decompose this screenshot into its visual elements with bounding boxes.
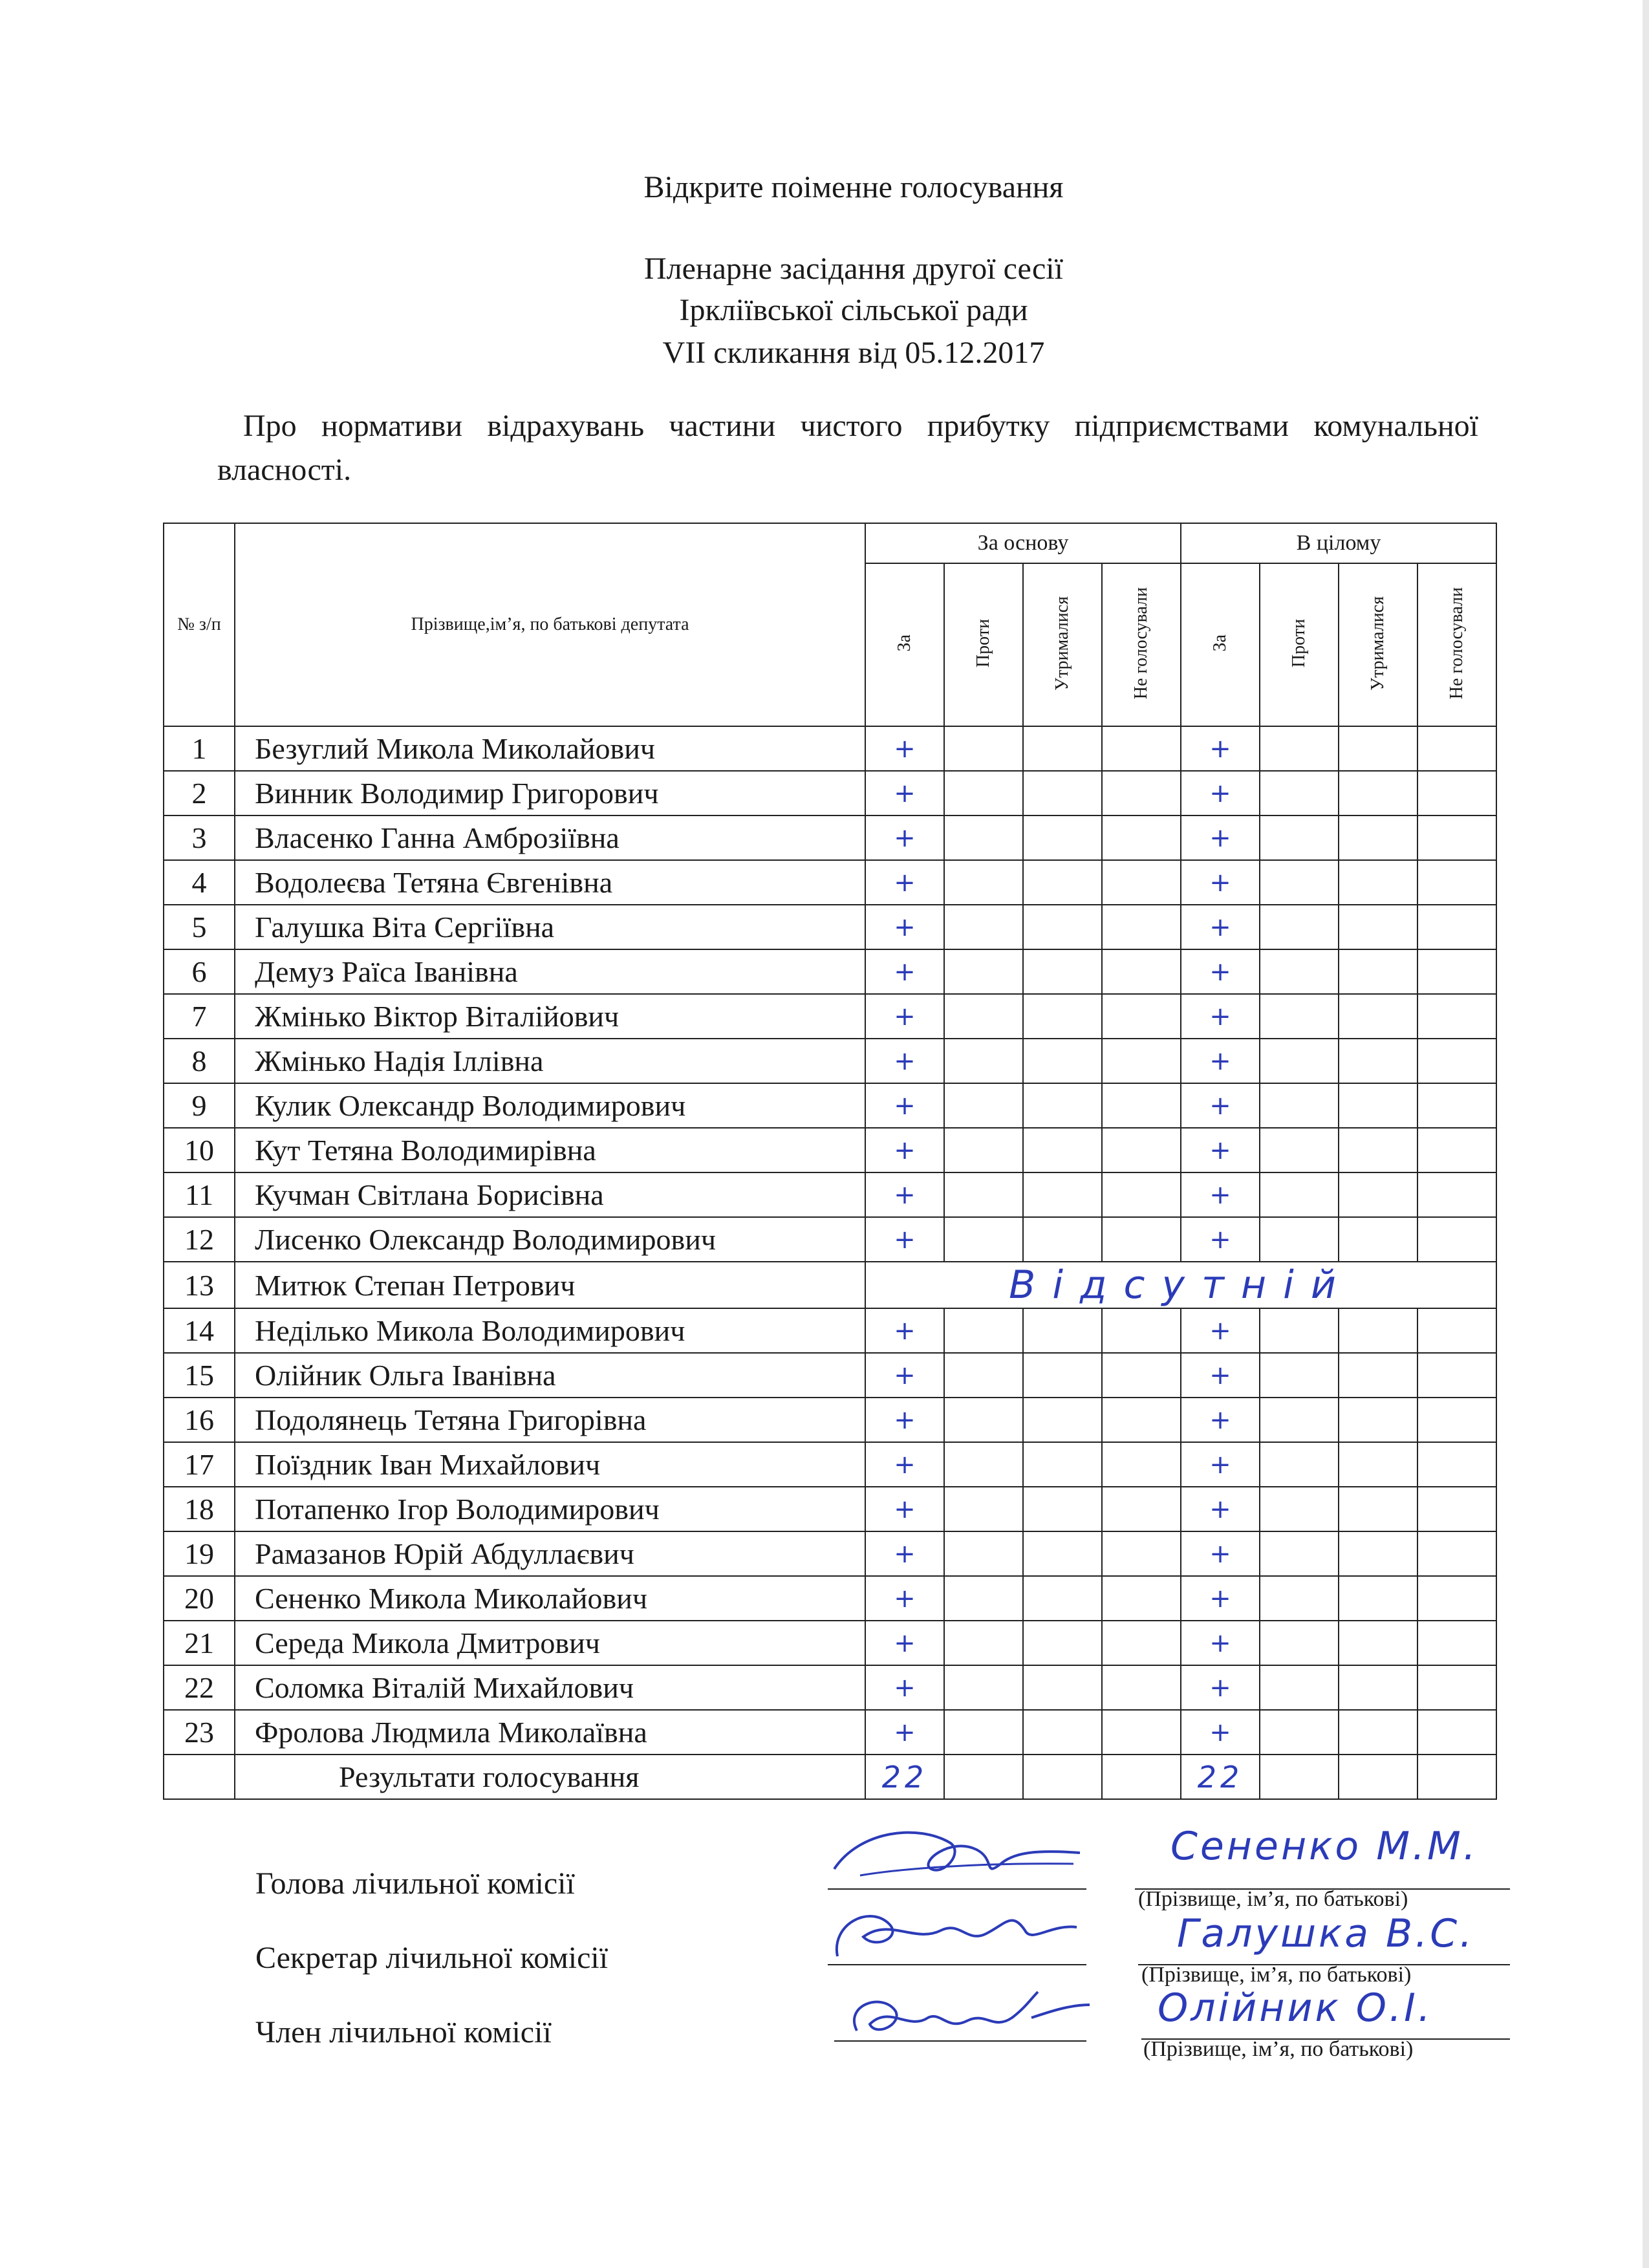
vote-mark-whole: +	[1181, 994, 1260, 1039]
vote-mark-basis: +	[865, 1083, 944, 1128]
header-novote-whole: Не голосували	[1417, 563, 1496, 726]
deputy-name: Водолеєва Тетяна Євгенівна	[235, 860, 865, 905]
vote-cell-empty	[1102, 1039, 1181, 1083]
header-novote-basis: Не голосували	[1102, 563, 1181, 726]
vote-cell-empty	[1339, 1172, 1417, 1217]
vote-table	[163, 523, 1497, 1800]
result-cell	[1417, 1755, 1496, 1799]
vote-cell-empty	[1417, 1531, 1496, 1576]
deputy-name: Власенко Ганна Амброзіївна	[235, 815, 865, 860]
row-number: 13	[164, 1262, 235, 1308]
row-number: 9	[164, 1083, 235, 1128]
row-number: 12	[164, 1217, 235, 1262]
vote-cell-empty	[1102, 994, 1181, 1039]
vote-cell-empty	[1417, 1665, 1496, 1710]
vote-cell-empty	[944, 905, 1023, 949]
deputy-name: Фролова Людмила Миколаївна	[235, 1710, 865, 1755]
vote-mark-whole: +	[1181, 1487, 1260, 1531]
vote-cell-empty	[944, 1665, 1023, 1710]
vote-cell-empty	[1260, 949, 1339, 994]
vote-cell-empty	[1023, 1531, 1102, 1576]
vote-cell-empty	[1260, 726, 1339, 771]
vote-cell-empty	[1023, 1398, 1102, 1442]
result-basis-for: 22	[865, 1755, 944, 1799]
vote-cell-empty	[1023, 1083, 1102, 1128]
agenda-subject: Про нормативи відрахувань частини чистого прибутку підприємствами комунальної власності.	[217, 409, 1478, 487]
vote-cell-empty	[1260, 1083, 1339, 1128]
vote-cell-empty	[944, 1442, 1023, 1487]
vote-cell-empty	[944, 1039, 1023, 1083]
vote-cell-empty	[1417, 1172, 1496, 1217]
vote-cell-empty	[1023, 1128, 1102, 1172]
deputy-name: Митюк Степан Петрович	[235, 1262, 865, 1308]
deputy-name: Кут Тетяна Володимирівна	[235, 1128, 865, 1172]
vote-cell-empty	[1417, 1128, 1496, 1172]
vote-mark-whole: +	[1181, 1353, 1260, 1398]
vote-cell-empty	[1417, 815, 1496, 860]
header-num: № з/п	[164, 523, 235, 726]
vote-cell-empty	[1023, 726, 1102, 771]
header-against-whole: Проти	[1260, 563, 1339, 726]
vote-cell-empty	[1102, 815, 1181, 860]
vote-cell-empty	[1417, 1398, 1496, 1442]
vote-cell-empty	[1417, 1083, 1496, 1128]
chair-caption: (Прізвище, ім’я, по батькові)	[1138, 1887, 1408, 1911]
row-number: 10	[164, 1128, 235, 1172]
vote-cell-empty	[1417, 726, 1496, 771]
vote-mark-basis: +	[865, 994, 944, 1039]
vote-mark-whole: +	[1181, 905, 1260, 949]
vote-mark-whole: +	[1181, 1217, 1260, 1262]
table-row	[164, 1442, 1496, 1487]
chair-role: Голова лічильної комісії	[255, 1866, 575, 1901]
vote-cell-empty	[1102, 1083, 1181, 1128]
vote-cell-empty	[1102, 1308, 1181, 1353]
vote-mark-whole: +	[1181, 1442, 1260, 1487]
vote-cell-empty	[1260, 1308, 1339, 1353]
vote-mark-whole: +	[1181, 1621, 1260, 1665]
table-row	[164, 726, 1496, 771]
vote-mark-whole: +	[1181, 1398, 1260, 1442]
vote-cell-empty	[1417, 949, 1496, 994]
table-row	[164, 1262, 1496, 1308]
vote-cell-empty	[944, 949, 1023, 994]
vote-mark-basis: +	[865, 1217, 944, 1262]
vote-cell-empty	[1417, 1039, 1496, 1083]
table-row	[164, 1039, 1496, 1083]
vote-mark-basis: +	[865, 1353, 944, 1398]
vote-cell-empty	[944, 1353, 1023, 1398]
deputy-name: Кулик Олександр Володимирович	[235, 1083, 865, 1128]
table-row	[164, 1621, 1496, 1665]
secretary-caption: (Прізвище, ім’я, по батькові)	[1141, 1963, 1412, 1987]
vote-cell-empty	[1417, 1710, 1496, 1755]
vote-cell-empty	[1023, 1621, 1102, 1665]
deputy-name: Жмінько Віктор Віталійович	[235, 994, 865, 1039]
vote-mark-whole: +	[1181, 1531, 1260, 1576]
vote-cell-empty	[1260, 771, 1339, 815]
row-number: 17	[164, 1442, 235, 1487]
vote-cell-empty	[1339, 771, 1417, 815]
header-abstain-basis: Утрималися	[1023, 563, 1102, 726]
vote-cell-empty	[944, 1531, 1023, 1576]
result-whole-for: 22	[1181, 1755, 1260, 1799]
vote-cell-empty	[1339, 1083, 1417, 1128]
vote-mark-whole: +	[1181, 860, 1260, 905]
vote-mark-whole: +	[1181, 949, 1260, 994]
vote-cell-empty	[1339, 1442, 1417, 1487]
vote-cell-empty	[1102, 1710, 1181, 1755]
vote-cell-empty	[1102, 1172, 1181, 1217]
vote-cell-empty	[1260, 1217, 1339, 1262]
table-row	[164, 1531, 1496, 1576]
secretary-role: Секретар лічильної комісії	[255, 1941, 609, 1975]
vote-cell-empty	[1417, 771, 1496, 815]
vote-cell-empty	[1260, 1621, 1339, 1665]
vote-cell-empty	[1023, 1710, 1102, 1755]
vote-cell-empty	[944, 1487, 1023, 1531]
table-row	[164, 771, 1496, 815]
vote-cell-empty	[1102, 1353, 1181, 1398]
vote-mark-whole: +	[1181, 1172, 1260, 1217]
vote-cell-empty	[1260, 1487, 1339, 1531]
vote-cell-empty	[944, 1217, 1023, 1262]
deputy-name: Соломка Віталій Михайлович	[235, 1665, 865, 1710]
vote-cell-empty	[1023, 905, 1102, 949]
vote-cell-empty	[1023, 771, 1102, 815]
vote-cell-empty	[1417, 905, 1496, 949]
table-row	[164, 1217, 1496, 1262]
row-number: 8	[164, 1039, 235, 1083]
row-number: 15	[164, 1353, 235, 1398]
deputy-name: Олійник Ольга Іванівна	[235, 1353, 865, 1398]
deputy-name: Сененко Микола Миколайович	[235, 1576, 865, 1621]
table-row	[164, 1710, 1496, 1755]
table-row	[164, 905, 1496, 949]
vote-cell-empty	[1339, 949, 1417, 994]
deputy-name: Поїздник Іван Михайлович	[235, 1442, 865, 1487]
vote-mark-basis: +	[865, 1487, 944, 1531]
vote-cell-empty	[1260, 994, 1339, 1039]
vote-cell-empty	[944, 1576, 1023, 1621]
row-number: 4	[164, 860, 235, 905]
vote-cell-empty	[1102, 1217, 1181, 1262]
vote-cell-empty	[1339, 1128, 1417, 1172]
row-number: 14	[164, 1308, 235, 1353]
vote-cell-empty	[1417, 994, 1496, 1039]
vote-cell-empty	[1102, 860, 1181, 905]
table-row	[164, 815, 1496, 860]
vote-cell-empty	[1102, 726, 1181, 771]
vote-cell-empty	[1023, 860, 1102, 905]
row-number: 16	[164, 1398, 235, 1442]
result-cell	[1339, 1755, 1417, 1799]
vote-cell-empty	[1260, 1442, 1339, 1487]
header-name: Прізвище,ім’я, по батькові депутата	[235, 523, 865, 726]
vote-cell-empty	[1023, 1576, 1102, 1621]
vote-cell-empty	[1417, 1576, 1496, 1621]
vote-cell-empty	[1023, 1353, 1102, 1398]
chair-signature	[821, 1824, 1093, 1895]
vote-mark-basis: +	[865, 905, 944, 949]
result-num-cell	[164, 1755, 235, 1799]
document-title: Відкрите поіменне голосування	[643, 170, 1064, 204]
table-row	[164, 994, 1496, 1039]
vote-cell-empty	[1023, 1308, 1102, 1353]
vote-cell-empty	[1339, 1621, 1417, 1665]
vote-cell-empty	[1260, 1039, 1339, 1083]
vote-cell-empty	[1339, 815, 1417, 860]
vote-cell-empty	[1260, 1710, 1339, 1755]
vote-cell-empty	[1023, 949, 1102, 994]
vote-cell-empty	[1417, 1353, 1496, 1398]
vote-cell-empty	[1102, 1442, 1181, 1487]
vote-mark-basis: +	[865, 771, 944, 815]
row-number: 18	[164, 1487, 235, 1531]
table-row	[164, 1487, 1496, 1531]
vote-mark-whole: +	[1181, 726, 1260, 771]
member-role: Член лічильної комісії	[255, 2015, 552, 2049]
vote-cell-empty	[944, 1128, 1023, 1172]
table-row	[164, 1083, 1496, 1128]
row-number: 6	[164, 949, 235, 994]
vote-cell-empty	[1102, 771, 1181, 815]
row-number: 23	[164, 1710, 235, 1755]
vote-cell-empty	[1417, 860, 1496, 905]
vote-cell-empty	[1339, 860, 1417, 905]
row-number: 5	[164, 905, 235, 949]
vote-cell-empty	[1102, 1531, 1181, 1576]
vote-mark-whole: +	[1181, 1308, 1260, 1353]
result-label: Результати голосування	[235, 1755, 865, 1799]
deputy-name: Неділько Микола Володимирович	[235, 1308, 865, 1353]
chair-handwritten-name: Сененко М.М.	[1170, 1824, 1478, 1869]
deputy-name: Рамазанов Юрій Абдуллаєвич	[235, 1531, 865, 1576]
header-abstain-whole: Утрималися	[1339, 563, 1417, 726]
vote-cell-empty	[1417, 1217, 1496, 1262]
vote-cell-empty	[1102, 905, 1181, 949]
member-caption: (Прізвище, ім’я, по батькові)	[1143, 2037, 1414, 2061]
vote-cell-empty	[1260, 1665, 1339, 1710]
vote-mark-basis: +	[865, 1172, 944, 1217]
vote-mark-basis: +	[865, 1039, 944, 1083]
vote-mark-basis: +	[865, 1128, 944, 1172]
vote-mark-whole: +	[1181, 1128, 1260, 1172]
vote-mark-basis: +	[865, 949, 944, 994]
table-row	[164, 860, 1496, 905]
vote-mark-basis: +	[865, 1710, 944, 1755]
table-row	[164, 1308, 1496, 1353]
vote-cell-empty	[1102, 949, 1181, 994]
deputy-name: Демуз Раїса Іванівна	[235, 949, 865, 994]
vote-mark-whole: +	[1181, 1665, 1260, 1710]
header-group-basis: За основу	[865, 523, 1181, 563]
vote-mark-basis: +	[865, 1665, 944, 1710]
secretary-handwritten-name: Галушка В.С.	[1177, 1911, 1475, 1956]
deputy-name: Подолянець Тетяна Григорівна	[235, 1398, 865, 1442]
vote-mark-basis: +	[865, 815, 944, 860]
vote-cell-empty	[1417, 1308, 1496, 1353]
absent-mark: Відсутній	[865, 1262, 1496, 1308]
vote-mark-basis: +	[865, 1398, 944, 1442]
vote-cell-empty	[1339, 1710, 1417, 1755]
vote-cell-empty	[944, 1172, 1023, 1217]
vote-cell-empty	[944, 726, 1023, 771]
result-cell	[1260, 1755, 1339, 1799]
deputy-name: Винник Володимир Григорович	[235, 771, 865, 815]
vote-cell-empty	[944, 1621, 1023, 1665]
vote-mark-whole: +	[1181, 1576, 1260, 1621]
vote-cell-empty	[1339, 1398, 1417, 1442]
vote-mark-basis: +	[865, 1442, 944, 1487]
table-row	[164, 1665, 1496, 1710]
vote-cell-empty	[1102, 1487, 1181, 1531]
table-row	[164, 1353, 1496, 1398]
result-cell	[1023, 1755, 1102, 1799]
vote-cell-empty	[1339, 1665, 1417, 1710]
vote-cell-empty	[1260, 1172, 1339, 1217]
vote-cell-empty	[1260, 1576, 1339, 1621]
vote-cell-empty	[1023, 1442, 1102, 1487]
row-number: 7	[164, 994, 235, 1039]
deputy-name: Жмінько Надія Іллівна	[235, 1039, 865, 1083]
header-against-basis: Проти	[944, 563, 1023, 726]
deputy-name: Лисенко Олександр Володимирович	[235, 1217, 865, 1262]
vote-cell-empty	[944, 815, 1023, 860]
vote-cell-empty	[944, 1083, 1023, 1128]
deputy-name: Середа Микола Дмитрович	[235, 1621, 865, 1665]
row-number: 21	[164, 1621, 235, 1665]
vote-cell-empty	[1339, 1576, 1417, 1621]
vote-mark-basis: +	[865, 1531, 944, 1576]
vote-cell-empty	[1417, 1442, 1496, 1487]
member-signature	[837, 1979, 1096, 2050]
vote-mark-whole: +	[1181, 771, 1260, 815]
vote-cell-empty	[1417, 1621, 1496, 1665]
vote-mark-basis: +	[865, 1621, 944, 1665]
header-for-whole: За	[1181, 563, 1260, 726]
vote-mark-whole: +	[1181, 1710, 1260, 1755]
vote-cell-empty	[1260, 1531, 1339, 1576]
vote-cell-empty	[1260, 1128, 1339, 1172]
secretary-signature	[818, 1898, 1090, 1969]
session-line-2: Ірклiївської сільської ради	[679, 293, 1028, 327]
vote-cell-empty	[1023, 815, 1102, 860]
vote-cell-empty	[944, 1710, 1023, 1755]
table-row	[164, 1128, 1496, 1172]
vote-mark-whole: +	[1181, 1039, 1260, 1083]
vote-cell-empty	[1339, 1217, 1417, 1262]
row-number: 2	[164, 771, 235, 815]
vote-cell-empty	[1417, 1487, 1496, 1531]
header-for-basis: За	[865, 563, 944, 726]
vote-cell-empty	[1260, 815, 1339, 860]
vote-cell-empty	[1102, 1576, 1181, 1621]
vote-cell-empty	[1339, 1308, 1417, 1353]
vote-cell-empty	[944, 994, 1023, 1039]
row-number: 19	[164, 1531, 235, 1576]
vote-cell-empty	[1339, 1039, 1417, 1083]
table-row	[164, 1576, 1496, 1621]
vote-cell-empty	[1102, 1128, 1181, 1172]
deputy-name: Потапенко Ігор Володимирович	[235, 1487, 865, 1531]
vote-mark-basis: +	[865, 1576, 944, 1621]
vote-cell-empty	[1023, 1039, 1102, 1083]
vote-cell-empty	[1339, 1531, 1417, 1576]
vote-cell-empty	[944, 860, 1023, 905]
vote-cell-empty	[944, 1398, 1023, 1442]
vote-cell-empty	[1339, 905, 1417, 949]
table-row	[164, 1398, 1496, 1442]
row-number: 3	[164, 815, 235, 860]
vote-cell-empty	[1339, 726, 1417, 771]
result-cell	[944, 1755, 1023, 1799]
deputy-name: Кучман Світлана Борисівна	[235, 1172, 865, 1217]
vote-cell-empty	[944, 771, 1023, 815]
vote-cell-empty	[1260, 1398, 1339, 1442]
vote-cell-empty	[1339, 1487, 1417, 1531]
vote-cell-empty	[1023, 1487, 1102, 1531]
header-group-whole: В цілому	[1181, 523, 1496, 563]
vote-cell-empty	[1023, 1172, 1102, 1217]
result-cell	[1102, 1755, 1181, 1799]
vote-mark-basis: +	[865, 860, 944, 905]
vote-cell-empty	[1260, 860, 1339, 905]
row-number: 11	[164, 1172, 235, 1217]
member-handwritten-name: Олійник О.І.	[1158, 1985, 1433, 2031]
row-number: 22	[164, 1665, 235, 1710]
row-number: 1	[164, 726, 235, 771]
vote-cell-empty	[1102, 1621, 1181, 1665]
vote-cell-empty	[1023, 994, 1102, 1039]
vote-cell-empty	[1260, 1353, 1339, 1398]
deputy-name: Безуглий Микола Миколайович	[235, 726, 865, 771]
vote-cell-empty	[1339, 994, 1417, 1039]
vote-mark-basis: +	[865, 1308, 944, 1353]
row-number: 20	[164, 1576, 235, 1621]
vote-cell-empty	[1023, 1665, 1102, 1710]
deputy-name: Галушка Віта Сергіївна	[235, 905, 865, 949]
vote-cell-empty	[1102, 1398, 1181, 1442]
vote-cell-empty	[944, 1308, 1023, 1353]
vote-mark-whole: +	[1181, 815, 1260, 860]
table-row	[164, 949, 1496, 994]
vote-cell-empty	[1339, 1353, 1417, 1398]
vote-cell-empty	[1102, 1665, 1181, 1710]
vote-mark-basis: +	[865, 726, 944, 771]
vote-cell-empty	[1023, 1217, 1102, 1262]
vote-mark-whole: +	[1181, 1083, 1260, 1128]
vote-cell-empty	[1260, 905, 1339, 949]
table-row	[164, 1172, 1496, 1217]
session-line-1: Пленарне засідання другої сесії	[644, 252, 1063, 286]
session-line-3: VII скликання від 05.12.2017	[662, 336, 1045, 370]
